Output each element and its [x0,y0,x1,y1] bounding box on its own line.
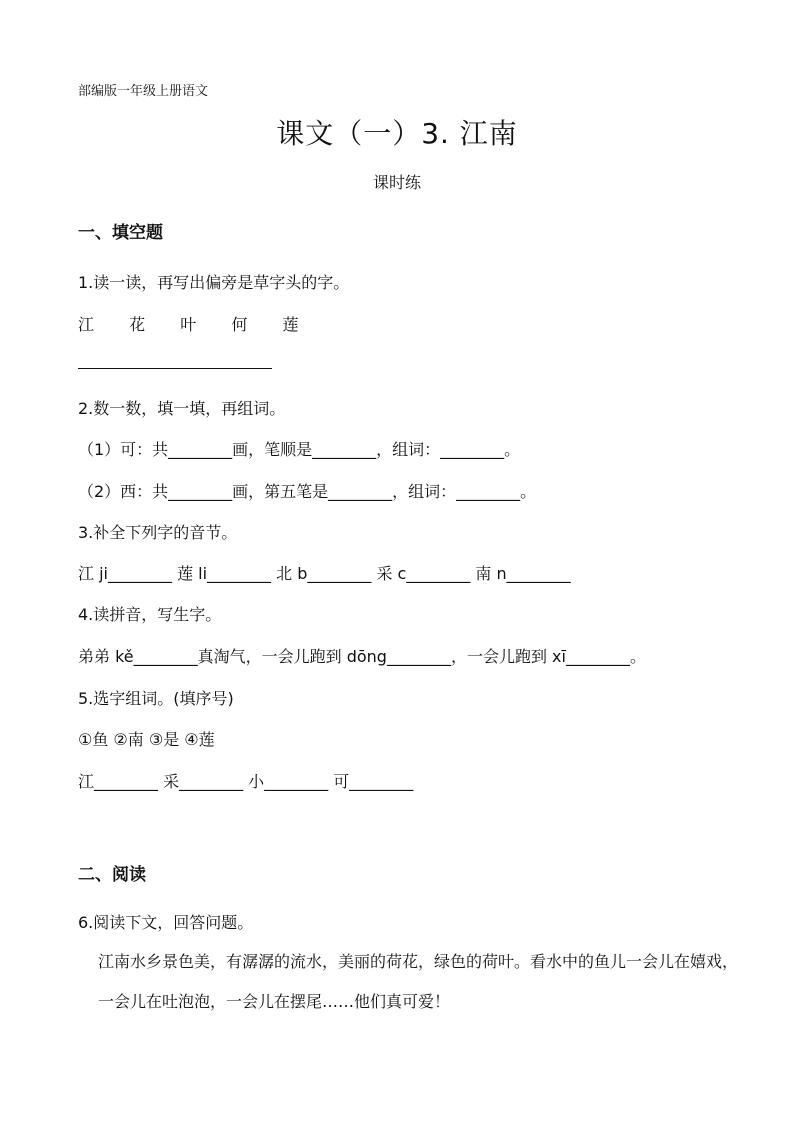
question-2-line-2[interactable]: （2）西：共________画，第五笔是________，组词：________。 [78,482,537,501]
question-1-chars [78,312,328,335]
question-3-prompt: 3.补全下列字的音节。 [78,523,238,542]
page-subtitle: 课时练 [372,173,421,192]
char-1: 江 [78,315,95,334]
question-2-prompt: 2.数一数，填一填，再组词。 [78,399,286,418]
question-5-options: ①鱼 ②南 ③是 ④莲 [78,730,215,749]
question-5-prompt: 5.选字组词。(填序号) [78,689,234,708]
page-title: 课文（一）3. 江南 [276,117,518,150]
question-4-line[interactable]: 弟弟 kě________真淘气，一会儿跑到 dōng________，一会儿跑到 xī________。 [78,647,646,666]
section-reading: 二、阅读 [78,865,146,885]
question-6-prompt: 6.阅读下文，回答问题。 [78,913,254,932]
section-fill-blank: 一、填空题 [78,223,163,243]
question-1-prompt: 1.读一读，再写出偏旁是草字头的字。 [78,273,350,292]
header-note: 部编版一年级上册语文 [78,84,209,99]
reading-passage: 江南水乡景色美，有潺潺的流水，美丽的荷花，绿色的荷叶。看水中的鱼儿一会儿在嬉戏，一会儿在吐泡泡，一会儿在摆尾……他们真可爱！ [98,952,739,1011]
question-4-prompt: 4.读拼音，写生字。 [78,605,222,624]
question-1-answer-line[interactable] [78,368,272,369]
char-5: 莲 [282,315,299,334]
char-4: 何 [231,315,248,334]
question-2-line-1[interactable]: （1）可：共________画，笔顺是________，组词：________。 [78,440,521,459]
question-3-line[interactable]: 江 ji________ 莲 li________ 北 b________ 采 c________ 南 n________ [78,564,571,583]
char-2: 花 [129,315,146,334]
char-3: 叶 [180,315,197,334]
question-5-blanks[interactable]: 江________ 采________ 小________ 可________ [78,772,414,791]
